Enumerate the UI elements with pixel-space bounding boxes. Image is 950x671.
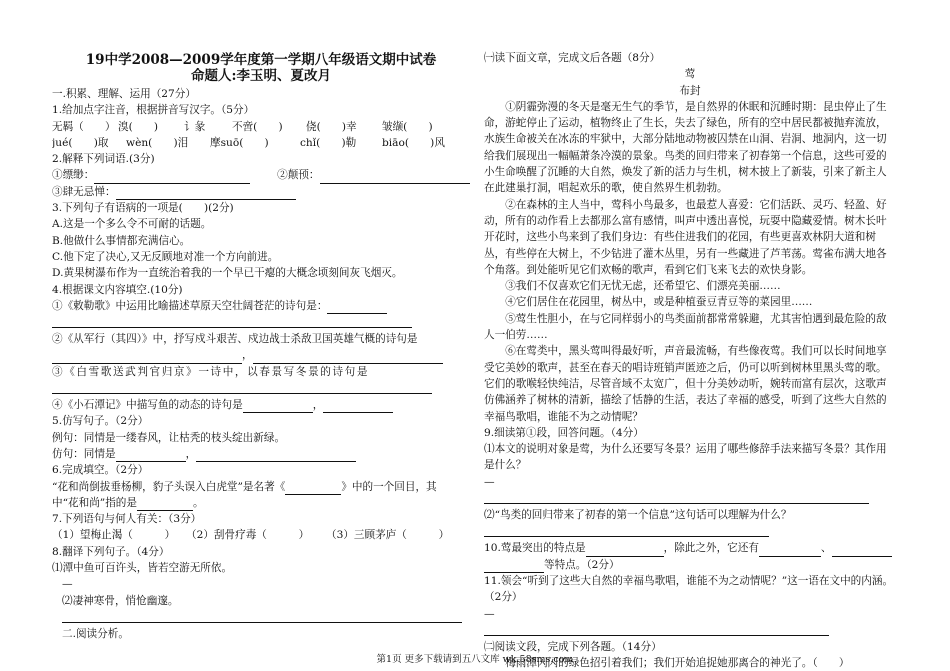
q4-item-2: ②《从军行（其四）》中，抒写戍斗艰苦、戍边战士杀敌卫国英雄气概的诗句是 (52, 333, 418, 346)
q1-row2: jué( )取 wèn( )泪 摩suō( ) chǐ( )勒 biāo( )风 (52, 136, 445, 149)
right-column: ㈠读下面文章，完成文后各题（8分） 莺 布封 ①阴霾弥漫的冬天是毫无生气的季节，是自然界的休眠和沉睡时期：昆虫停止了生命，游蛇停止了运动，植物终止了生长，失去了绿色，所有的空中居民都被抛弃流放，水族生命被关在冰冻的牢狱中，大部分陆地动物被囚禁在山洞、岩洞、地洞内，这一切给我们展现出一幅幅萧条冷漠的景象。鸟类的回归带来了初春第一个信息，这些可爱的小生命唤醒了沉睡的大自然，焕发了新的活力与生机，树木披上了新装，引来了新主人在此建巢打洞，唱起欢乐的歌，使自然界生机勃勃。 ②在森林的主人当中，莺科小鸟最多，也最惹人喜爱：它们活跃、灵巧、轻盈、好动，所有的动作看上去都那么富有感情，叫声中透出喜悦，玩耍中隐藏爱情。树木长叶开花时，这些小鸟来到了我们身边：有些住进我们的花园，有些更喜欢林阴大道和树丛，有些停在大树上，不少钻进了灌木丛里，另有一些藏进了芦苇荡。莺雀布满大地各个角落。到处能听见它们欢畅的歌声，看到它们飞来飞去的欢快身影。 ③我们不仅喜欢它们无忧无虑，还希望它、们漂亮美丽…… ④它们居住在花园里，树丛中，或是种植蚕豆青豆等的菜园里…… ⑤莺生性胆小，在与它同样弱小的鸟类面前都常常躲避，尤其害怕遇到最危险的敌人一伯劳…… ⑥在莺类中，黑头莺叫得最好听，声音最流畅，有些像夜莺。我们可以长时间地享受它美妙的歌声，甚至在春天的唱诗班销声匿迹之后，仍可以听到树林里黑头莺的歌。它们的歌喉轻快纯洁，尽管音域不太宽广，但十分美妙动听，婉转而富有层次，这歌声仿佛涵养了树林的清新，描绘了恬静的生活，表达了幸福的感受，听到了这些大自然的幸福鸟歌唱，谁能不为之动情呢？ 9.细读第①段，回答问题。（4分） ⑴本文的说明对象是莺，为什么还要写冬景？运用了哪些修辞手法来描写冬景？其作用是什么？ — ⑵“鸟类的回归带来了初春的第一个信息”这句话可以理解为什么？ 10.莺最突出的特点是 ，除此之外，它还有 、 等特点。（2分） 11.领会“听到了这些大自然的幸福鸟歌唱，谁能不为之动情呢？”这一语在文中的内涵。（2分） — ㈡阅读文段，完成下列各题。（14分） 梅雨潭闪闪的绿色招引着我们；我们开始追捉她那离合的神光了。（ ） (484, 50, 896, 671)
left-column: 一.积累、理解、运用（27分） 1.给加点字注音，根据拼音写汉字。（5分） 无羁（ ） 溴( ) 讠彖 不啻( ) 侥( )幸 皱缬( ) jué( )取 wèn( )泪 摩suō( ) chǐ( )勒 biāo( )风 2.解释下列词语.(3分) ①缥缈： ②颠顸： ③肆无忌惮： 3.下列句子有语病的一项是( )(2分) A.这是一个多么令不可耐的话题。 B.他做什么事情都充满信心。 C.他下定了决心,又无反顾地对准一个方向前进。 D.黄果树瀑布作为一直统治着我的一个早已干瘪的大概念顷刻间灰飞烟灭。 4.根据课文内容填空.(10分) ①《敕勒歌》中运用比喻描述草原天空壮阔苍茫的诗句是： ②《从军行（其四）》中，抒写戍斗艰苦、戍边战士杀敌卫国英雄气概的诗句是 ， ③《白雪歌送武判官归京》一诗中，以春景写冬景的诗句是 ④《小石潭记》中描写鱼的动态的诗句是 ， 5.仿写句子。（2分） 例句：同情是一缕春风，让枯秃的枝头绽出新绿。 仿句：同情是 ， 6.完成填空。（2分） “花和尚倒拔垂杨柳，豹子头误入白虎堂”是名著《 》中的一个回目，其 中“花和尚”指的是 。 7.下列语句与何人有关：（3分） （1）望梅止渴（ ） （2）刮骨疗毒（ ） （3）三顾茅庐（ ） 8.翻译下列句子。（4分） ⑴潭中鱼可百许头，皆若空游无所依。 — ⑵凄神寒骨，悄怆幽邃。 二.阅读分析。 (52, 86, 470, 642)
q6-text: “花和尚倒拔垂杨柳，豹子头误入白虎堂”是名著《 》中的一个回目，其 (52, 479, 470, 495)
q8-sentence-2: ⑵凄神寒骨，悄怆幽邃。 (62, 594, 179, 607)
question-3: 3.下列句子有语病的一项是( )(2分) (52, 202, 234, 215)
q4-blank-2a[interactable] (52, 351, 242, 364)
question-11: 11.领会“听到了这些大自然的幸福鸟歌唱，谁能不为之动情呢？”这一语在文中的内涵。（2分） (484, 574, 894, 604)
question-1: 1.给加点字注音，根据拼音写汉字。（5分） (52, 104, 255, 117)
q4-blank-4b[interactable] (323, 400, 393, 413)
article-author: 布封 (679, 84, 701, 97)
question-6: 6.完成填空。（2分） (52, 464, 149, 477)
article-title: 莺 (684, 68, 696, 81)
question-5: 5.仿写句子。（2分） (52, 415, 149, 428)
paragraph-5: ⑤莺生性胆小，在与它同样弱小的鸟类面前都常常躲避，尤其害怕遇到最危险的敌人一伯劳…… (484, 312, 887, 342)
section-1-heading: 一.积累、理解、运用（27分） (52, 88, 196, 100)
q4-answer-line-1[interactable] (52, 314, 412, 328)
q10-blank-2[interactable] (759, 544, 821, 557)
q6-blank-2[interactable] (137, 498, 193, 511)
q4-item-3: ③《白雪歌送武判官归京》一诗中，以春景写冬景的诗句是 (52, 365, 370, 378)
q7-items: （1）望梅止渴（ ） （2）刮骨疗毒（ ） （3）三顾茅庐（ ） (52, 529, 450, 542)
last-question: 梅雨潭闪闪的绿色招引着我们；我们开始追捉她那离合的神光了。（ ） (505, 657, 850, 670)
q5-example: 例句：同情是一缕春风，让枯秃的枝头绽出新绿。 (52, 431, 286, 444)
paragraph-2: ②在森林的主人当中，莺科小鸟最多，也最惹人喜爱：它们活跃、灵巧、轻盈、好动，所有的动作看上去都那么富有感情，叫声中透出喜悦，玩耍中隐藏爱情。树木长叶开花时，这些小鸟来到了我们身边：有些住进我们的花园，有些更喜欢林阴大道和树丛，有些停在大树上，不少钻进了灌木丛里，另有一些藏进了芦苇荡。莺雀布满大地各个角落。到处能听见它们欢畅的歌声，看到它们飞来飞去的欢快身影。 (484, 198, 887, 276)
question-2: 2.解释下列词语.(3分) (52, 153, 155, 166)
q3-option-c: C.他下定了决心,又无反顾地对准一个方向前进。 (52, 250, 279, 263)
q9-answer-line-1[interactable] (484, 490, 869, 504)
q9-sub-1: ⑴本文的说明对象是莺，为什么还要写冬景？运用了哪些修辞手法来描写冬景？其作用是什么？ (484, 443, 887, 472)
q11-answer-line[interactable] (484, 622, 829, 636)
question-10: 10.莺最突出的特点是 ，除此之外，它还有 、 (484, 540, 896, 556)
exam-title: 19中学2008—2009学年度第一学期八年级语文期中试卷 (85, 52, 437, 68)
page-footer: 第1页 更多下载请到五八文库 wk.58sms.com (376, 654, 574, 665)
q3-option-d: D.黄果树瀑布作为一直统治着我的一个早已干瘪的大概念顷刻间灰飞烟灭。 (52, 267, 403, 280)
q9-sub-2: ⑵“鸟类的回归带来了初春的第一个信息”这句话可以理解为什么？ (484, 509, 792, 522)
question-8: 8.翻译下列句子。（4分） (52, 545, 170, 558)
q9-answer-line-2[interactable] (484, 523, 769, 537)
paragraph-6: ⑥在莺类中，黑头莺叫得最好听，声音最流畅，有些像夜莺。我们可以长时间地享受它美妙的歌声，甚至在春天的唱诗班销声匿迹之后，仍可以听到树林里黑头莺的歌。它们的歌喉轻快纯洁，尽管音域不太宽广，但十分美妙动听，婉转而富有层次，这歌声仿佛涵养了树林的清新，描绘了恬静的生活，表达了幸福的感受，听到了这些大自然的幸福鸟歌唱，谁能不为之动情呢？ (484, 345, 887, 423)
paragraph-3: ③我们不仅喜欢它们无忧无虑，还希望它、们漂亮美丽…… (505, 280, 781, 293)
q8-sentence-1: ⑴潭中鱼可百许头，皆若空游无所依。 (52, 562, 233, 575)
q4-blank-2b[interactable] (253, 351, 443, 364)
q4-item-4: ④《小石潭记》中描写鱼的动态的诗句是 ， (52, 397, 470, 413)
q5-blank-1[interactable] (116, 449, 186, 462)
question-7: 7.下列语句与何人有关：（3分） (52, 513, 202, 526)
q4-blank-1[interactable] (327, 301, 387, 314)
question-4: 4.根据课文内容填空.(10分) (52, 283, 183, 296)
q2-blank-2[interactable] (320, 171, 470, 184)
question-9: 9.细读第①段，回答问题。（4分） (484, 426, 644, 439)
paragraph-4: ④它们居住在花园里，树丛中，或是种植蚕豆青豆等的菜园里…… (505, 296, 813, 309)
q2-blank-3[interactable] (116, 187, 296, 200)
q4-blank-4a[interactable] (243, 400, 313, 413)
q3-option-a: A.这是一个多么令不可耐的话题。 (52, 218, 212, 231)
q2-blank-1[interactable] (94, 171, 250, 184)
q10-blank-1[interactable] (586, 544, 664, 557)
q4-answer-line-3[interactable] (52, 380, 432, 394)
reading-1-heading: ㈠读下面文章，完成文后各题（8分） (484, 52, 661, 64)
q2-line2: ③肆无忌惮： (52, 184, 470, 200)
q3-option-b: B.他做什么事情都充满信心。 (52, 234, 191, 247)
q6-blank-1[interactable] (285, 482, 341, 495)
q5-write: 仿句：同情是 ， (52, 446, 470, 462)
q8-answer-line[interactable] (62, 609, 462, 623)
section-2-heading: 二.阅读分析。 (62, 627, 129, 640)
q10-blank-4[interactable] (484, 560, 544, 573)
q2-line1: ①缥缈： ②颠顸： (52, 167, 470, 183)
q10-blank-3[interactable] (832, 544, 892, 557)
exam-authors: 命题人:李玉明、夏改月 (191, 68, 331, 84)
q5-blank-2[interactable] (196, 449, 356, 462)
q1-row1: 无羁（ ） 溴( ) 讠彖 不啻( ) 侥( )幸 皱缬( ) (52, 120, 433, 133)
reading-2-heading: ㈡阅读文段，完成下列各题。（14分） (484, 640, 662, 653)
paragraph-1: ①阴霾弥漫的冬天是毫无生气的季节，是自然界的休眠和沉睡时期：昆虫停止了生命，游蛇停止了运动，植物终止了生长，失去了绿色，所有的空中居民都被抛弃流放，水族生命被关在冰冻的牢狱中，大部分陆地动物被囚禁在山洞、岩洞、地洞内，这一切给我们展现出一幅幅萧条冷漠的景象。鸟类的回归带来了初春第一个信息，这些可爱的小生命唤醒了沉睡的大自然，焕发了新的活力与生机，树木披上了新装，引来了新主人在此建巢打洞，唱起欢乐的歌，使自然界生机勃勃。 (484, 100, 887, 195)
q4-item-1: ①《敕勒歌》中运用比喻描述草原天空壮阔苍茫的诗句是： (52, 298, 470, 314)
